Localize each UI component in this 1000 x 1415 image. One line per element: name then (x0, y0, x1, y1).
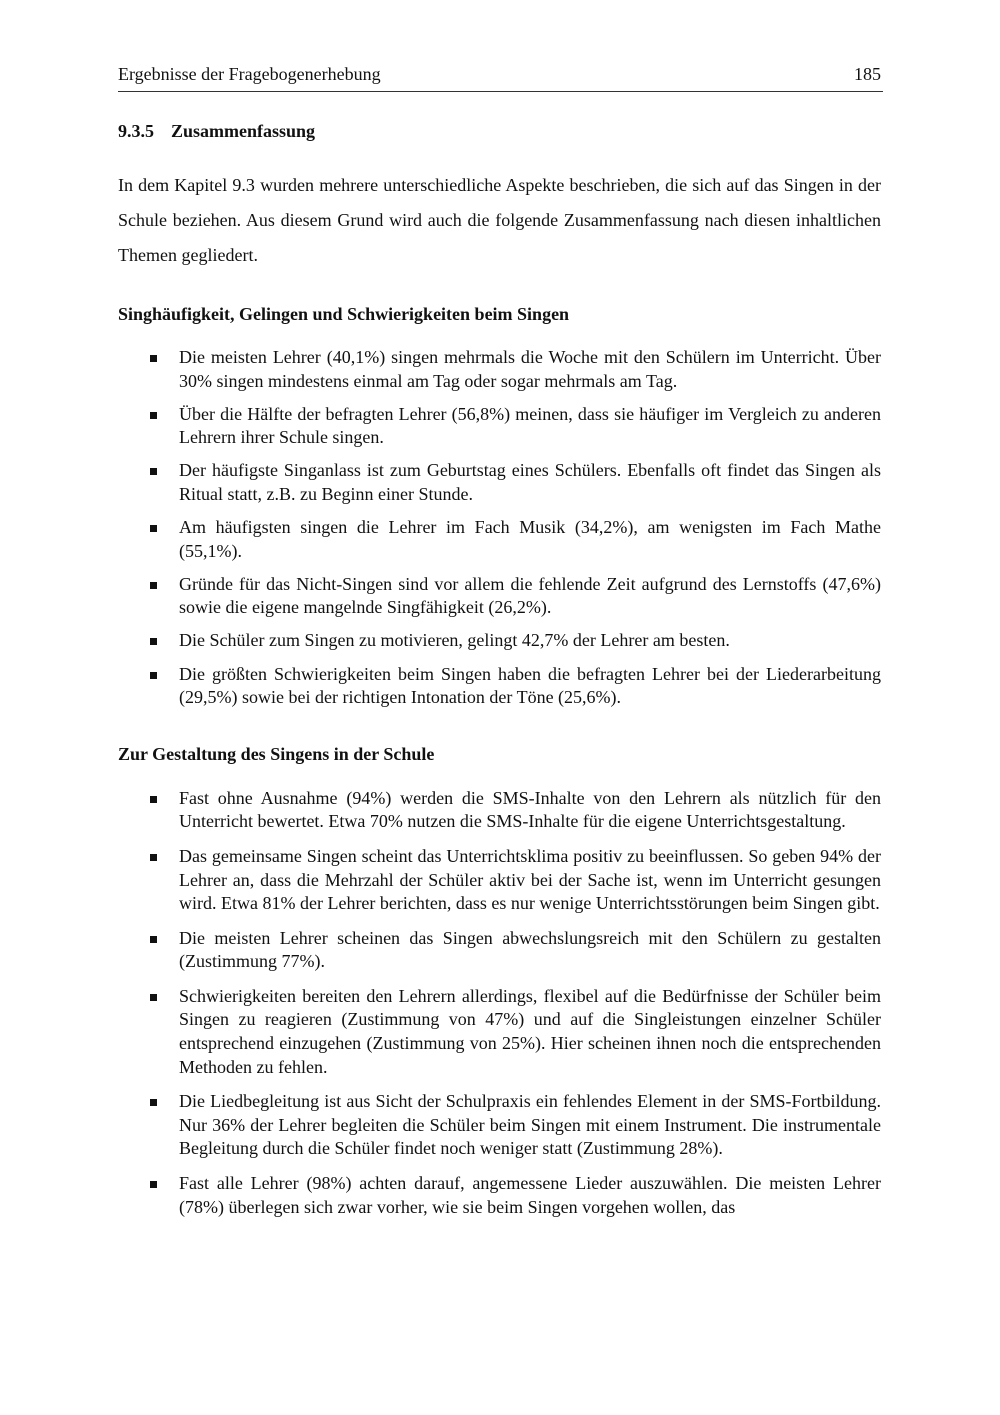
list-item: Die Schüler zum Singen zu motivieren, gelingt 42,7% der Lehrer am besten. (118, 629, 881, 653)
list-item: Das gemeinsame Singen scheint das Unterrichtsklima positiv zu beeinflussen. So geben 94% der Lehrer an, dass die Mehrzahl der Schüler aktiv bei der Sache ist, wenn im Unterricht gesungen wird. Etwa 81% der Lehrer berichten, dass es nur wenige Unterrichtsstörungen beim Singen gibt. (118, 845, 881, 916)
page-content (118, 118, 881, 1230)
running-header-title: Ergebnisse der Fragebogenerhebung (118, 64, 381, 84)
bullet-icon (150, 796, 157, 803)
section-heading (118, 118, 881, 144)
bullet-icon (150, 1099, 157, 1106)
intro-paragraph: In dem Kapitel 9.3 wurden mehrere unterschiedliche Aspekte beschrieben, die sich auf das Singen in der Schule beziehen. Aus diesem Grund wird auch die folgende Zusammenfassung nach diesen inhaltlichen Themen gegliedert. (118, 175, 881, 265)
bullet-icon (150, 638, 157, 645)
bullet-icon (150, 355, 157, 362)
bullet-icon (150, 672, 157, 679)
list-item: Über die Hälfte der befragten Lehrer (56,8%) meinen, dass sie häufiger im Vergleich zu anderen Lehrern ihrer Schule singen. (118, 403, 881, 450)
list-item: Fast ohne Ausnahme (94%) werden die SMS-Inhalte von den Lehrern als nützlich für den Unterricht bewertet. Etwa 70% nutzen die SMS-Inhalte für die eigene Unterrichtsgestaltung. (118, 787, 881, 834)
list-item: Fast alle Lehrer (98%) achten darauf, angemessene Lieder auszuwählen. Die meisten Lehrer (78%) überlegen sich zwar vorher, wie sie beim Singen vorgehen wollen, das (118, 1172, 881, 1219)
bullet-icon (150, 854, 157, 861)
subsection-heading-singhaeufigkeit: Singhäufigkeit, Gelingen und Schwierigkeiten beim Singen (118, 304, 570, 324)
bullet-icon (150, 582, 157, 589)
bullet-icon (150, 525, 157, 532)
section-title: Zusammenfassung (171, 121, 316, 141)
bullet-icon (150, 1181, 157, 1188)
bullet-list-singhaeufigkeit (118, 346, 881, 710)
bullet-icon (150, 936, 157, 943)
bullet-icon (150, 412, 157, 419)
subsection-heading-gestaltung: Zur Gestaltung des Singens in der Schule (118, 743, 435, 764)
bullet-list-gestaltung (118, 787, 881, 1220)
list-item: Schwierigkeiten bereiten den Lehrern allerdings, flexibel auf die Bedürfnisse der Schüler beim Singen zu reagieren (Zustimmung von 47%) und auf die Singleistungen einzelner Schüler entsprechend einzugehen (Zustimmung von 25%). Hier scheinen ihnen noch die entsprechenden Methoden zu fehlen. (118, 985, 881, 1079)
list-item: Am häufigsten singen die Lehrer im Fach Musik (34,2%), am wenigsten im Fach Mathe (55,1%). (118, 516, 881, 563)
running-header (118, 64, 883, 92)
list-item: Die meisten Lehrer scheinen das Singen abwechslungsreich mit den Schülern zu gestalten (Zustimmung 77%). (118, 927, 881, 974)
list-item: Die größten Schwierigkeiten beim Singen haben die befragten Lehrer bei der Liederarbeitung (29,5%) sowie bei der richtigen Intonation der Töne (25,6%). (118, 663, 881, 710)
list-item: Der häufigste Singanlass ist zum Geburtstag eines Schülers. Ebenfalls oft findet das Singen als Ritual statt, z.B. zu Beginn einer Stunde. (118, 459, 881, 506)
bullet-icon (150, 994, 157, 1001)
list-item: Die Liedbegleitung ist aus Sicht der Schulpraxis ein fehlendes Element in der SMS-Fortbildung. Nur 36% der Lehrer begleiten die Schüler beim Singen mit einem Instrument. Die instrumentale Begleitung durch die Schüler findet noch weniger statt (Zustimmung 28%). (118, 1090, 881, 1161)
list-item: Gründe für das Nicht-Singen sind vor allem die fehlende Zeit aufgrund des Lernstoffs (47,6%) sowie die eigene mangelnde Singfähigkeit (26,2%). (118, 573, 881, 620)
section-number: 9.3.5 (118, 121, 154, 141)
list-item: Die meisten Lehrer (40,1%) singen mehrmals die Woche mit den Schülern im Unterricht. Über 30% singen mindestens einmal am Tag oder sogar mehrmals am Tag. (118, 346, 881, 393)
bullet-icon (150, 468, 157, 475)
page-number: 185 (854, 64, 881, 84)
